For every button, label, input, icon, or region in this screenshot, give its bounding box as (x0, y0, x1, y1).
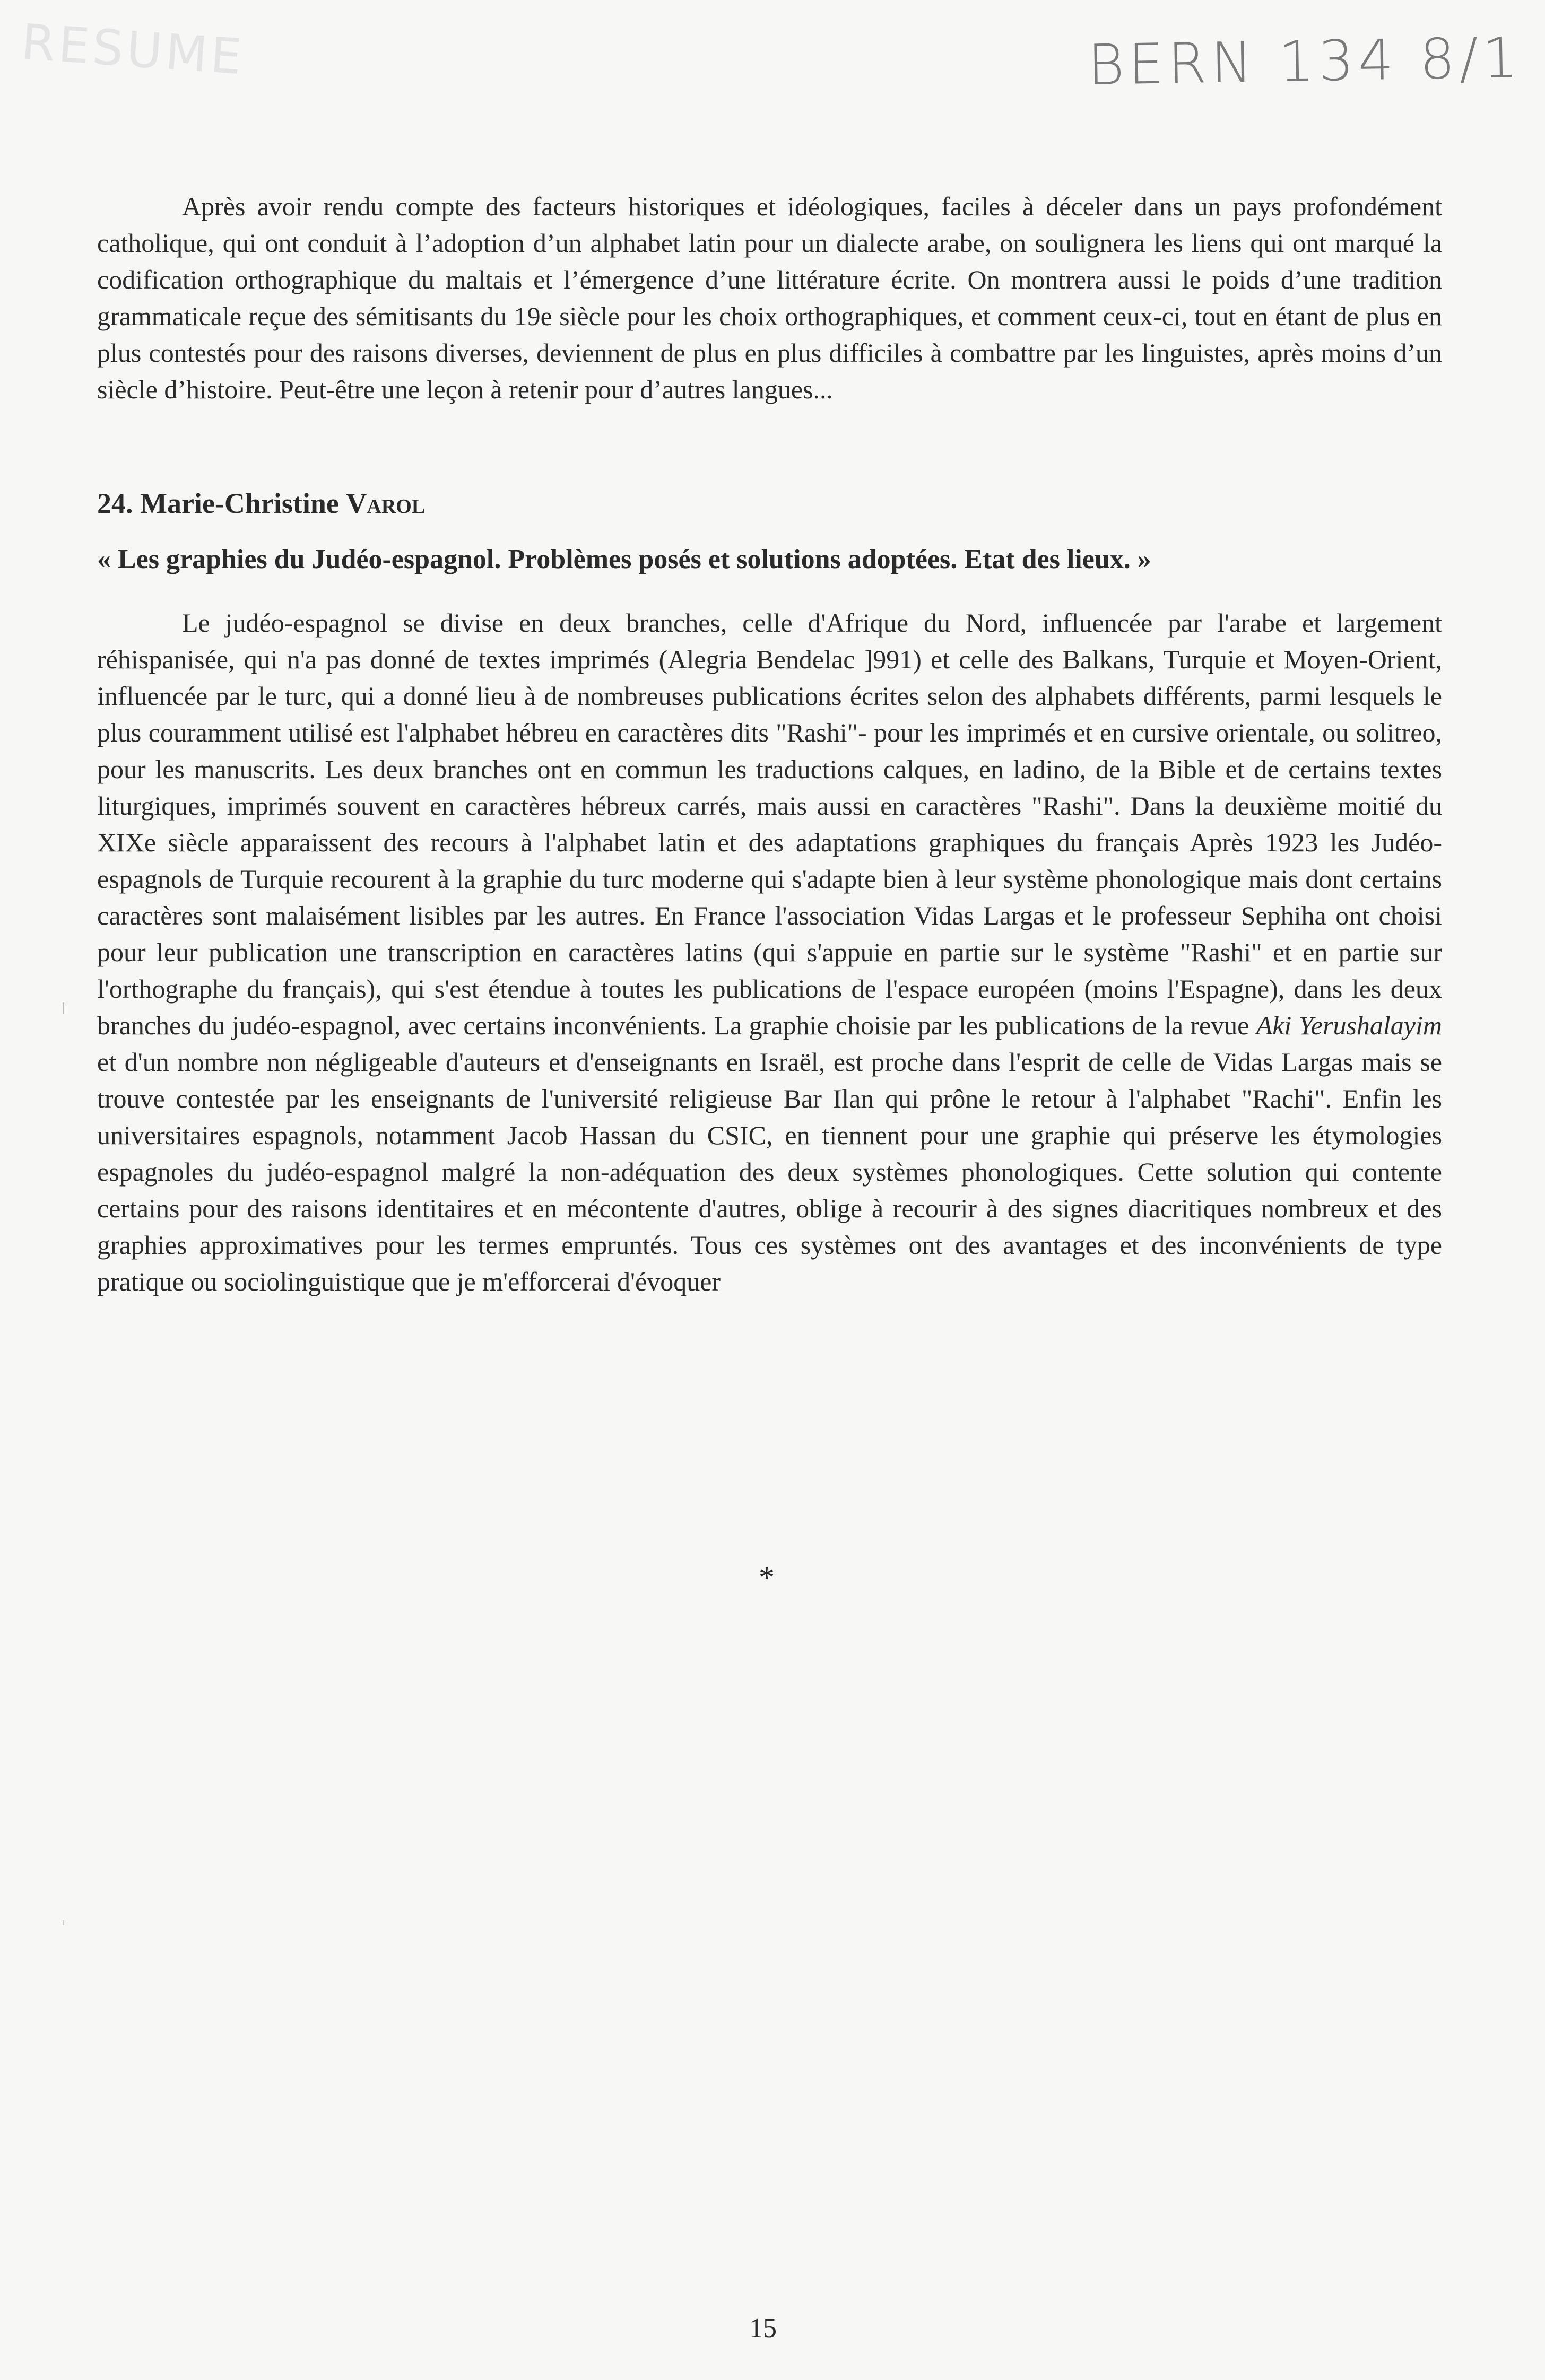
body-text-part-1: Le judéo-espagnol se divise en deux branches, celle d'Afrique du Nord, influencée par l'arabe et largement réhispanisée, qui n'a pas donné de textes imprimés (Alegria Bendelac ]991) et celle des Balkans, Turquie et Moyen-Orient, influencée par le turc, qui a donné lieu à de nombreuses publications écrites selon des alphabets différents, parmi lesquels le plus couramment utilisé est l'alphabet hébreu en caractères dits "Rashi"- pour les imprimés et en cursive orientale, ou solitreo, pour les manuscrits. Les deux branches ont en commun les traductions calques, en ladino, de la Bible et de certains textes liturgiques, imprimés souvent en caractères hébreux carrés, mais aussi en caractères "Rashi". Dans la deuxième moitié du XIXe siècle apparaissent des recours à l'alphabet latin et des adaptations graphiques du français Après 1923 les Judéo-espagnols de Turquie recourent à la graphie du turc moderne qui s'adapte bien à leur système phonologique mais dont certains caractères sont malaisément lisibles par les autres. En France l'association Vidas Largas et le professeur Sephiha ont choisi pour leur publication une transcription en caractères latins (qui s'appuie en partie sur le système "Rashi" et en partie sur l'orthographe du français), qui s'est étendue à toutes les publications de l'espace européen (moins l'Espagne), dans les deux branches du judéo-espagnol, avec certains inconvénients. La graphie choisie par les publications de la revue (97, 608, 1442, 1040)
section-heading (97, 485, 1442, 522)
section-title: « Les graphies du Judéo-espagnol. Problèmes posés et solutions adoptées. Etat des lieux. » (97, 544, 1151, 574)
section-number: 24. (97, 487, 133, 519)
author-first-name: Marie-Christine (140, 487, 339, 519)
page-number: 15 (749, 2313, 777, 2343)
handwritten-reference: BERN 134 8/1 (1087, 25, 1523, 98)
margin-mark (63, 1920, 64, 1925)
section-body (97, 605, 1442, 1300)
body-text-part-2: et d'un nombre non négligeable d'auteurs et d'enseignants en Israël, est proche dans l'esprit de celle de Vidas Largas mais se trouve contestée par les enseignants de l'université religieuse Bar Ilan qui prône le retour à l'alphabet "Rachi". Enfin les universitaires espagnols, notamment Jacob Hassan du CSIC, en tiennent pour une graphie qui préserve les étymologies espagnoles du judéo-espagnol malgré la non-adéquation des deux systèmes phonologiques. Cette solution qui contente certains pour des raisons identitaires et en mécontente d'autres, oblige à recourir à des signes diacritiques nombreux et des graphies approximatives pour les termes empruntés. Tous ces systèmes ont des avantages et des inconvénients de type pratique ou sociolinguistique que je m'efforcerai d'évoquer (97, 1047, 1442, 1296)
faint-stamp: RESUME (19, 13, 247, 86)
margin-mark (63, 1002, 64, 1014)
intro-paragraph: Après avoir rendu compte des facteurs historiques et idéologiques, faciles à déceler dans un pays profondément catholique, qui ont conduit à l’adoption d’un alphabet latin pour un dialecte arabe, on soulignera les liens qui ont marqué la codification orthographique du maltais et l’émergence d’une littérature écrite. On montrera aussi le poids d’une tradition grammaticale reçue des sémitisants du 19e siècle pour les choix orthographiques, et comment ceux-ci, tout en étant de plus en plus contestés pour des raisons diverses, deviennent de plus en plus difficiles à combattre par les linguistes, après moins d’un siècle d’histoire. Peut-être une leçon à retenir pour d’autres langues... (97, 191, 1442, 404)
separator-asterisk: * (759, 1560, 775, 1595)
journal-title: Aki Yerushalayim (1256, 1010, 1442, 1040)
main-content (97, 188, 1442, 1300)
author-last-name: Varol (346, 487, 426, 519)
